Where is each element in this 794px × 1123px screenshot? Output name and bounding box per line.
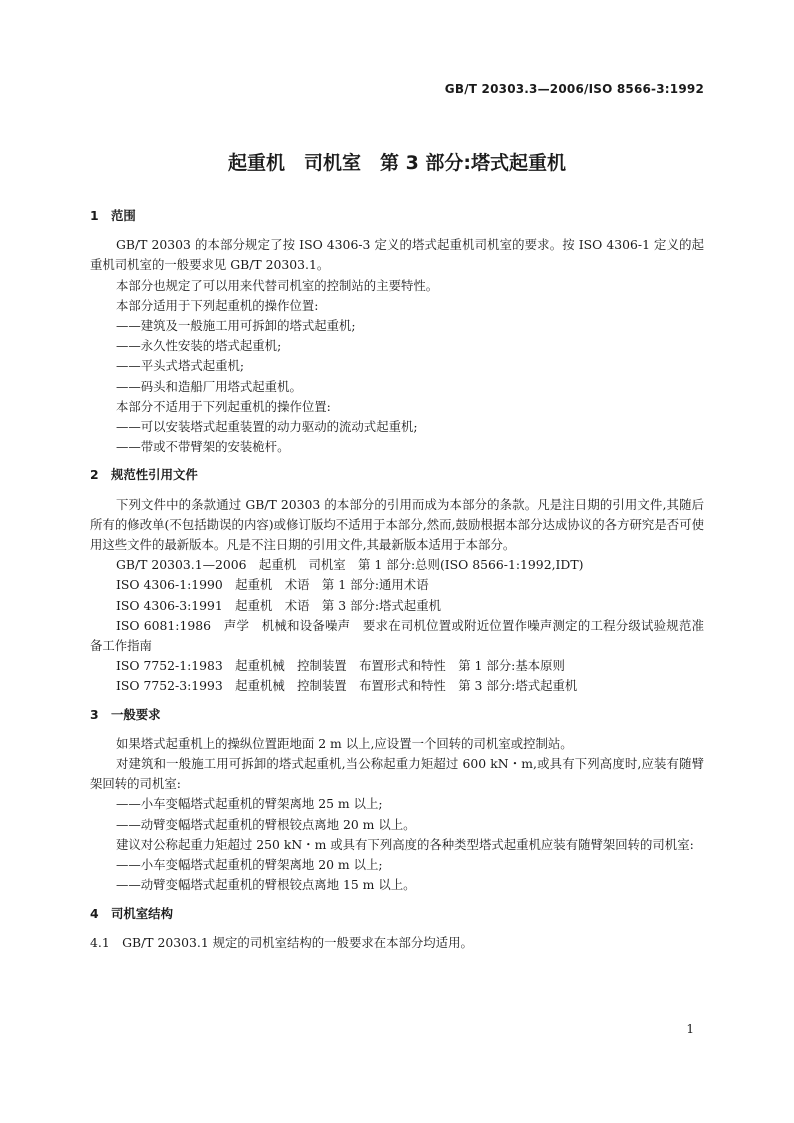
reference-item: ISO 7752-3:1993 起重机械 控制装置 布置形式和特性 第 3 部分:塔式起重机 [116, 678, 578, 694]
list-item: ——动臂变幅塔式起重机的臂根铰点离地 15 m 以上。 [116, 877, 416, 893]
paragraph: 下列文件中的条款通过 GB/T 20303 的本部分的引用而成为本部分的条款。凡是注日期的引用文件,其随后所有的修改单(不包括勘误的内容)或修订版均不适用于本部分,然而,鼓励根据本部分达成协议的各方研究是否可使用这些文件的最新版本。凡是不注日期的引用文件,其最新版本适用于本部分。 [90, 496, 704, 553]
reference-item: ISO 6081:1986 声学 机械和设备噪声 要求在司机位置或附近位置作噪声测定的工程分级试验规范准备工作指南 [90, 617, 704, 654]
list-item: ——永久性安装的塔式起重机; [116, 338, 282, 354]
clause-4-1: 4.1 GB/T 20303.1 规定的司机室结构的一般要求在本部分均适用。 [90, 934, 473, 950]
paragraph: 本部分也规定了可以用来代替司机室的控制站的主要特性。 [116, 277, 439, 293]
document-title: 起重机 司机室 第 3 部分:塔式起重机 [227, 152, 567, 174]
paragraph: 对建筑和一般施工用可拆卸的塔式起重机,当公称起重力矩超过 600 kN・m,或具有下列高度时,应装有随臂架回转的司机室: [90, 756, 704, 792]
document-body [90, 200, 704, 953]
list-item: ——可以安装塔式起重装置的动力驱动的流动式起重机; [116, 419, 418, 435]
page-number: 1 [686, 1022, 694, 1036]
section-2-heading: 2 规范性引用文件 [90, 467, 198, 483]
section-3-heading: 3 一般要求 [90, 706, 161, 722]
reference-item: GB/T 20303.1—2006 起重机 司机室 第 1 部分:总则(ISO 8566-1:1992,IDT) [116, 557, 584, 573]
list-item: ——建筑及一般施工用可拆卸的塔式起重机; [116, 318, 356, 334]
reference-item: ISO 4306-3:1991 起重机 术语 第 3 部分:塔式起重机 [116, 597, 441, 613]
section-4-heading: 4 司机室结构 [90, 905, 173, 921]
paragraph: 如果塔式起重机上的操纵位置距地面 2 m 以上,应设置一个回转的司机室或控制站。 [116, 735, 573, 751]
list-item: ——动臂变幅塔式起重机的臂根铰点离地 20 m 以上。 [116, 816, 416, 832]
standard-number: GB/T 20303.3—2006/ISO 8566-3:1992 [444, 82, 704, 96]
list-item: ——小车变幅塔式起重机的臂架离地 25 m 以上; [116, 796, 383, 812]
paragraph: 本部分适用于下列起重机的操作位置: [116, 297, 319, 313]
list-item: ——小车变幅塔式起重机的臂架离地 20 m 以上; [116, 857, 383, 873]
list-item: ——平头式塔式起重机; [116, 358, 245, 374]
reference-item: ISO 4306-1:1990 起重机 术语 第 1 部分:通用术语 [116, 577, 429, 593]
paragraph: GB/T 20303 的本部分规定了按 ISO 4306-3 定义的塔式起重机司机室的要求。按 ISO 4306-1 定义的起重机司机室的一般要求见 GB/T 20303.1。 [90, 237, 704, 273]
list-item: ——码头和造船厂用塔式起重机。 [116, 378, 302, 394]
list-item: ——带或不带臂架的安装桅杆。 [116, 439, 290, 455]
paragraph: 建议对公称起重力矩超过 250 kN・m 或具有下列高度的各种类型塔式起重机应装有随臂架回转的司机室: [116, 836, 694, 852]
section-1-heading: 1 范围 [90, 208, 136, 223]
reference-item: ISO 7752-1:1983 起重机械 控制装置 布置形式和特性 第 1 部分:基本原则 [116, 658, 565, 674]
paragraph: 本部分不适用于下列起重机的操作位置: [116, 398, 331, 414]
